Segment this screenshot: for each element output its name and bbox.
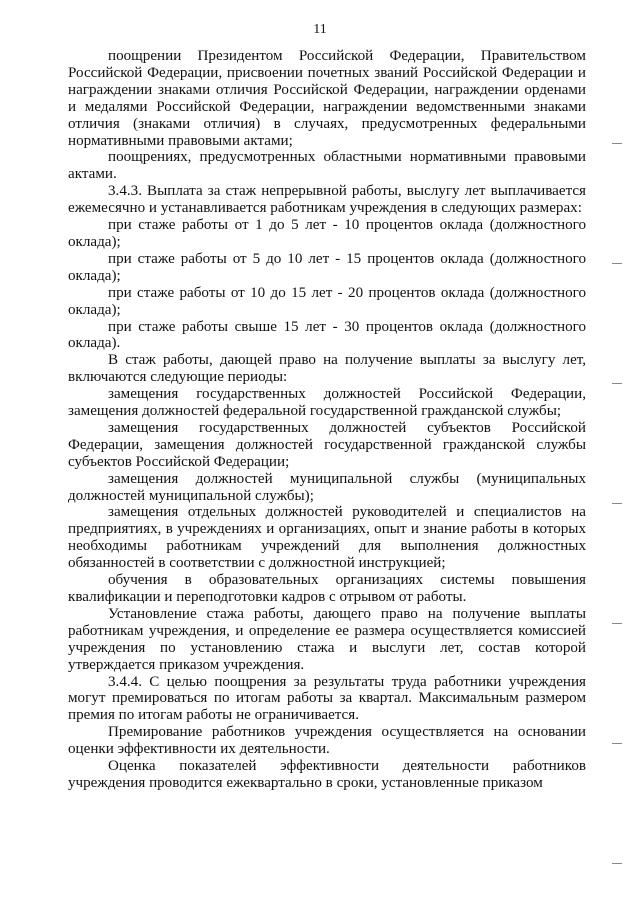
paragraph: при стаже работы от 1 до 5 лет - 10 процентов оклада (должностного оклада); <box>68 217 586 250</box>
scan-margin-mark <box>612 863 622 864</box>
paragraph: Оценка показателей эффективности деятельности работников учреждения проводится ежеквартально в сроки, установленные приказом <box>68 758 586 791</box>
paragraph: поощрении Президентом Российской Федерации, Правительством Российской Федерации, присвоении почетных званий Российской Федерации и награждении знаками отличия Российской Федерации, награждении орденами и медалями Российской Федерации, награждении ведомственными знаками отличия (знаками отличия) в случаях, предусмотренных федеральными нормативными правовыми актами; <box>68 48 586 149</box>
paragraph: при стаже работы свыше 15 лет - 30 процентов оклада (должностного оклада). <box>68 318 586 352</box>
paragraph: 3.4.4. С целью поощрения за результаты труда работники учреждения могут премироваться по итогам работы за квартал. Максимальным размером премия по итогам работы не ограничивается. <box>68 673 586 724</box>
paragraph: поощрениях, предусмотренных областными нормативными правовыми актами. <box>68 149 586 183</box>
paragraph: замещения государственных должностей Российской Федерации, замещения должностей федеральной государственной гражданской службы; <box>68 386 586 420</box>
scan-margin-mark <box>612 743 622 744</box>
scan-margin-mark <box>612 503 622 504</box>
paragraph: Премирование работников учреждения осуществляется на основании оценки эффективности их деятельности. <box>68 724 586 758</box>
paragraph: Установление стажа работы, дающего право на получение выплаты работникам учреждения, и определение ее размера осуществляется комиссией учреждения по установлению стажа и выслуги лет, состав которой утверждается приказом учреждения. <box>68 605 586 673</box>
scan-margin-mark <box>612 143 622 144</box>
document-body <box>68 48 586 792</box>
paragraph: обучения в образовательных организациях системы повышения квалификации и переподготовки кадров с отрывом от работы. <box>68 572 586 605</box>
paragraph: 3.4.3. Выплата за стаж непрерывной работы, выслугу лет выплачивается ежемесячно и устанавливается работникам учреждения в следующих размерах: <box>68 183 586 217</box>
paragraph: при стаже работы от 5 до 10 лет - 15 процентов оклада (должностного оклада); <box>68 250 586 284</box>
paragraph: замещения должностей муниципальной службы (муниципальных должностей муниципальной службы); <box>68 470 586 504</box>
paragraph: при стаже работы от 10 до 15 лет - 20 процентов оклада (должностного оклада); <box>68 284 586 318</box>
scan-margin-mark <box>612 383 622 384</box>
paragraph: В стаж работы, дающей право на получение выплаты за выслугу лет, включаются следующие периоды: <box>68 352 586 386</box>
paragraph: замещения отдельных должностей руководителей и специалистов на предприятиях, в учреждениях и организациях, опыт и знание работы в которых необходимы работникам учреждений для выполнения должностных обязанностей в соответствии с должностной инструкцией; <box>68 504 586 572</box>
page-number: 11 <box>313 22 327 37</box>
paragraph: замещения государственных должностей субъектов Российской Федерации, замещения должностей государственной гражданской службы субъектов Российской Федерации; <box>68 419 586 470</box>
scan-margin-mark <box>612 263 622 264</box>
scan-margin-mark <box>612 623 622 624</box>
